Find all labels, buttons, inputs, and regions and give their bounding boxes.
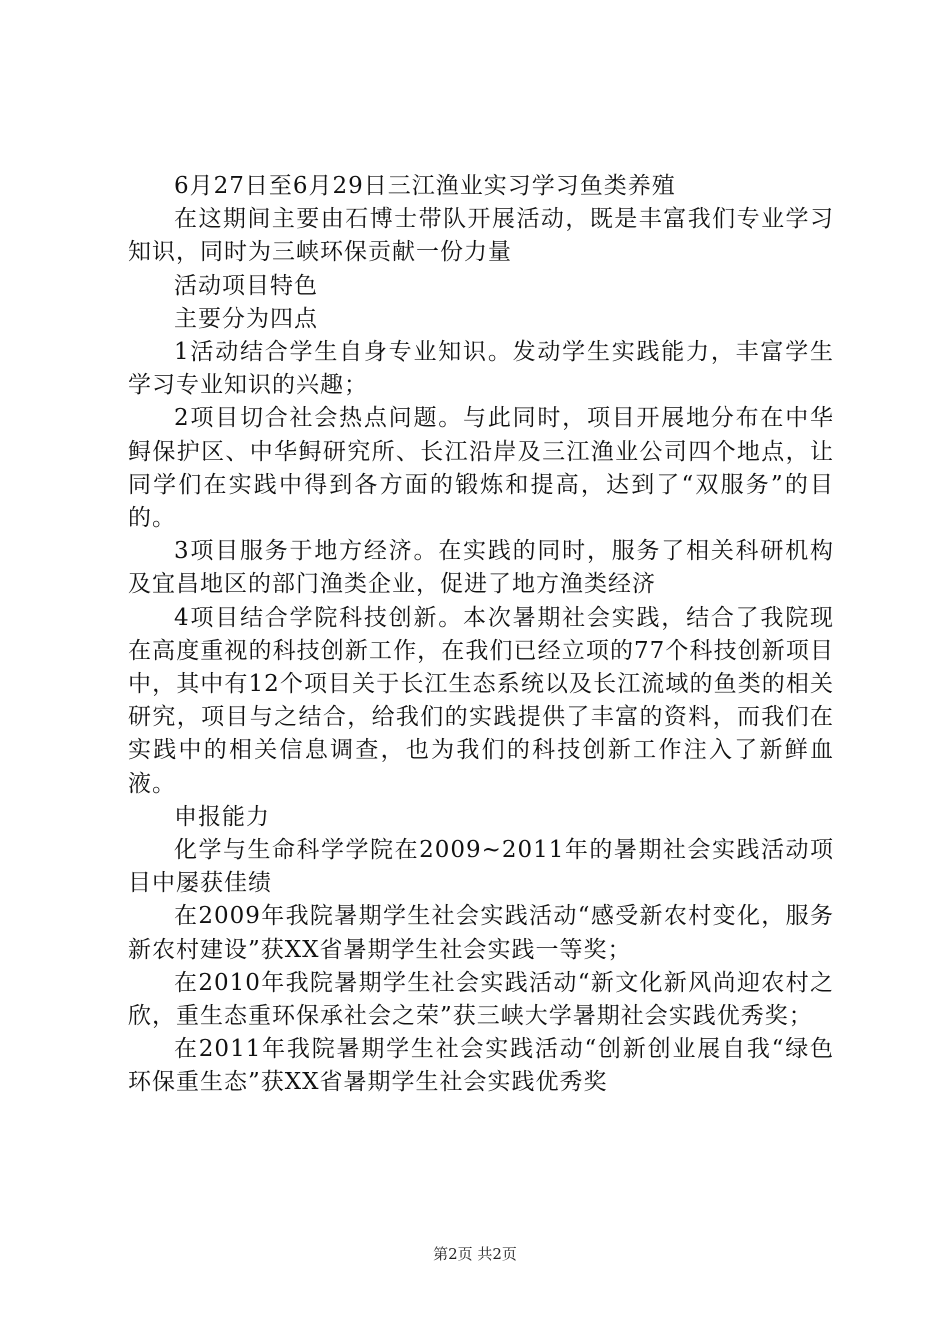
heading-project-features: 活动项目特色 — [174, 272, 318, 299]
paragraph-achievements-intro: 化学与生命科学学院在2009~2011年的暑期社会实践活动项目中屡获佳绩 — [128, 837, 834, 897]
paragraph-four-points: 主要分为四点 — [174, 305, 318, 332]
list-item-point-2: 2项目切合社会热点问题。与此同时，项目开展地分布在中华鲟保护区、中华鲟研究所、长江沿岸及三江渔业公司四个地点，让同学们在实践中得到各方面的锻炼和提高，达到了“双服务”的目的。 — [128, 405, 834, 532]
award-2009: 在2009年我院暑期学生社会实践活动“感受新农村变化，服务新农村建设”获XX省暑期学生社会实践一等奖； — [128, 903, 834, 963]
paragraph-activity-lead: 在这期间主要由石博士带队开展活动，既是丰富我们专业学习知识，同时为三峡环保贡献一份力量 — [128, 206, 834, 266]
list-item-point-3: 3项目服务于地方经济。在实践的同时，服务了相关科研机构及宜昌地区的部门渔类企业，促进了地方渔类经济 — [128, 538, 834, 598]
award-2011: 在2011年我院暑期学生社会实践活动“创新创业展自我“绿色环保重生态”获XX省暑期学生社会实践优秀奖 — [128, 1036, 834, 1096]
heading-application-ability: 申报能力 — [174, 803, 270, 830]
page-number-footer: 第2页 共2页 — [433, 1245, 517, 1263]
award-2010: 在2010年我院暑期学生社会实践活动“新文化新风尚迎农村之欣，重生态重环保承社会之荣”获三峡大学暑期社会实践优秀奖； — [128, 969, 834, 1030]
document-body — [128, 170, 834, 1100]
paragraph-internship-dates: 6月27日至6月29日三江渔业实习学习鱼类养殖 — [174, 173, 676, 199]
list-item-point-4: 4项目结合学院科技创新。本次暑期社会实践，结合了我院现在高度重视的科技创新工作，在我们已经立项的77个科技创新项目中，其中有12个项目关于长江生态系统以及长江流域的鱼类的相关研究，项目与之结合，给我们的实践提供了丰富的资料，而我们在实践中的相关信息调查，也为我们的科技创新工作注入了新鲜血液。 — [128, 604, 834, 797]
list-item-point-1: 1活动结合学生自身专业知识。发动学生实践能力，丰富学生学习专业知识的兴趣； — [128, 339, 834, 399]
